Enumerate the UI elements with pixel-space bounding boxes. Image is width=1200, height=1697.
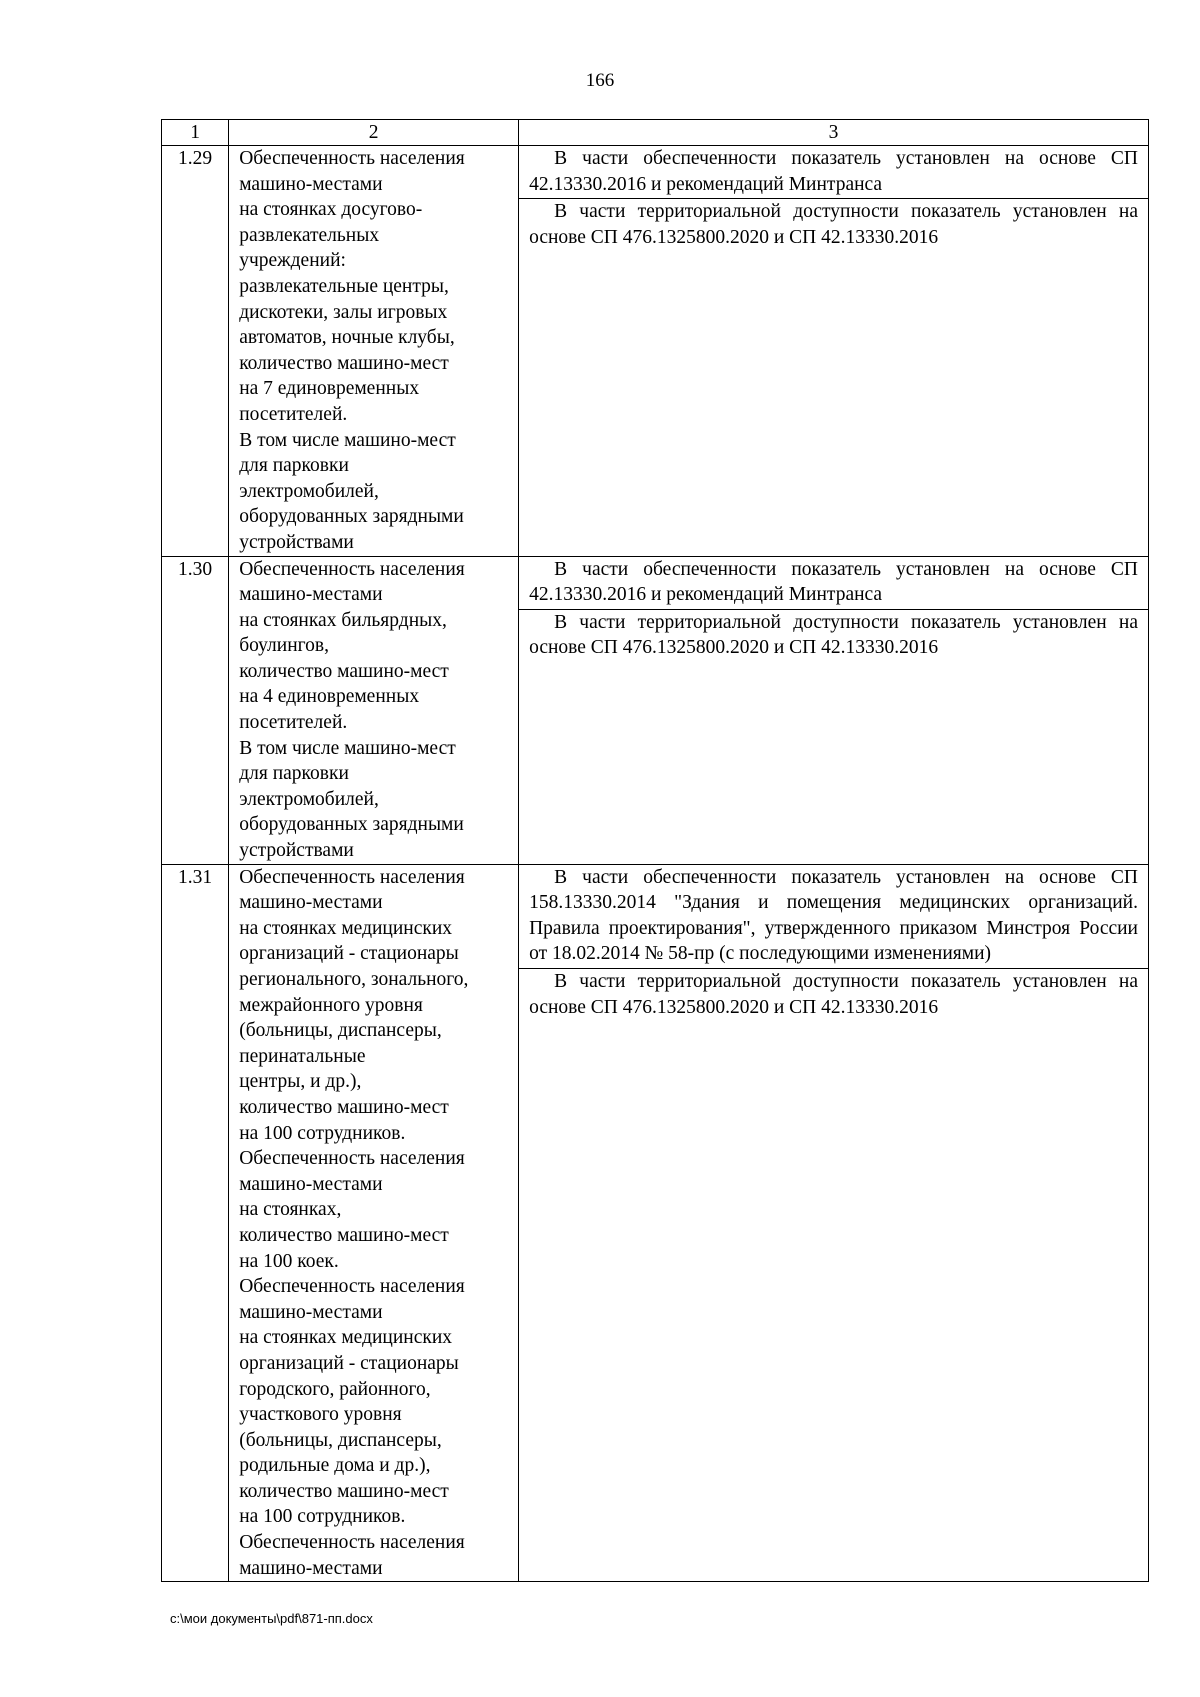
description-line: устройствами — [239, 531, 354, 553]
table-header-row — [162, 120, 1149, 146]
header-cell-2: 2 — [229, 120, 519, 146]
description-line: оборудованных зарядными — [239, 506, 464, 528]
description-line: Обеспеченность населения — [239, 1532, 465, 1554]
indicator-description-cell — [229, 146, 519, 557]
description-line: учреждений: — [239, 250, 346, 272]
description-line: количество машино-мест — [239, 1224, 449, 1246]
table-row — [162, 864, 1149, 1582]
description-line: количество машино-мест — [239, 1480, 449, 1502]
description-line: на 100 сотрудников. — [239, 1122, 406, 1144]
description-line: машино-местами — [239, 892, 383, 914]
description-line: машино-местами — [239, 584, 383, 606]
basis-cell — [519, 864, 1149, 1582]
description-line: количество машино-мест — [239, 352, 449, 374]
description-line: устройствами — [239, 840, 354, 862]
description-line: перинатальные — [239, 1045, 366, 1067]
description-line: Обеспеченность населения — [239, 1148, 465, 1170]
footer-file-path: c:\мои документы\pdf\871-пп.docx — [170, 1611, 373, 1626]
description-line: для парковки — [239, 763, 349, 785]
description-line: В том числе машино-мест — [239, 737, 456, 759]
description-line: автоматов, ночные клубы, — [239, 327, 455, 349]
indicators-table — [161, 119, 1149, 1582]
description-line: машино-местами — [239, 1173, 383, 1195]
description-line: электромобилей, — [239, 480, 379, 502]
description-line: организаций - стационары — [239, 943, 459, 965]
description-line: на стоянках медицинских — [239, 917, 453, 939]
basis-paragraph: В части территориальной доступности показатель установлен на основе СП 476.1325800.2020 и СП 42.13330.2016 — [519, 198, 1148, 251]
description-line: развлекательных — [239, 224, 380, 246]
description-line: регионального, зонального, — [239, 969, 469, 990]
description-line: посетителей. — [239, 403, 348, 425]
basis-paragraph: В части обеспеченности показатель установлен на основе СП 42.13330.2016 и рекомендаций Минтранса — [529, 558, 1138, 606]
description-line: на стоянках бильярдных, — [239, 609, 447, 631]
indicator-description-cell — [229, 864, 519, 1582]
description-line: боулингов, — [239, 635, 329, 657]
basis-paragraph: В части территориальной доступности показатель установлен на основе СП 476.1325800.2020 и СП 42.13330.2016 — [519, 968, 1148, 1021]
header-cell-1: 1 — [162, 120, 229, 146]
description-line: на стоянках, — [239, 1199, 342, 1221]
description-line: количество машино-мест — [239, 660, 449, 682]
description-line: на стоянках досугово- — [239, 199, 423, 221]
description-line: количество машино-мест — [239, 1096, 449, 1118]
description-line: дискотеки, залы игровых — [239, 301, 448, 323]
description-line: на 7 единовременных — [239, 378, 420, 400]
basis-paragraph: В части территориальной доступности показатель установлен на основе СП 476.1325800.2020 и СП 42.13330.2016 — [519, 609, 1148, 662]
description-line: на 100 сотрудников. — [239, 1506, 406, 1528]
description-line: на стоянках медицинских — [239, 1327, 453, 1349]
table-row — [162, 146, 1149, 557]
description-line: оборудованных зарядными — [239, 814, 464, 836]
description-line: (больницы, диспансеры, — [239, 1429, 442, 1451]
description-line: развлекательные центры, — [239, 275, 449, 297]
row-number-cell: 1.31 — [162, 864, 229, 1582]
basis-cell — [519, 146, 1149, 557]
description-line: Обеспеченность населения — [239, 148, 465, 169]
description-line: участкового уровня — [239, 1404, 402, 1426]
indicator-description-cell — [229, 556, 519, 864]
basis-cell — [519, 556, 1149, 864]
description-line: Обеспеченность населения — [239, 866, 465, 888]
description-line: для парковки — [239, 455, 349, 477]
page-number: 166 — [585, 70, 615, 91]
description-line: машино-местами — [239, 1301, 383, 1323]
description-line: (больницы, диспансеры, — [239, 1020, 442, 1042]
table-row — [162, 556, 1149, 864]
description-line: посетителей. — [239, 712, 348, 734]
description-line: электромобилей, — [239, 788, 379, 810]
description-line: на 100 коек. — [239, 1250, 339, 1272]
description-line: городского, районного, — [239, 1378, 431, 1400]
description-line: Обеспеченность населения — [239, 1276, 465, 1298]
row-number-cell: 1.29 — [162, 146, 229, 557]
description-line: межрайонного уровня — [239, 994, 423, 1016]
description-line: машино-местами — [239, 173, 383, 195]
basis-paragraph: В части обеспеченности показатель установлен на основе СП 42.13330.2016 и рекомендаций Минтранса — [529, 148, 1138, 195]
description-line: В том числе машино-мест — [239, 429, 456, 451]
description-line: центры, и др.), — [239, 1071, 362, 1093]
description-line: организаций - стационары — [239, 1352, 459, 1374]
description-line: на 4 единовременных — [239, 686, 420, 708]
description-line: машино-местами — [239, 1557, 383, 1579]
row-number-cell: 1.30 — [162, 556, 229, 864]
description-line: Обеспеченность населения — [239, 558, 465, 580]
description-line: родильные дома и др.), — [239, 1455, 431, 1477]
basis-paragraph: В части обеспеченности показатель установлен на основе СП 158.13330.2014 "Здания и помещения медицинских организаций. Правила проектирования", утвержденного приказом Минстроя России от 18.02.2014 № 58-пр (с последующими изменениями) — [529, 866, 1138, 965]
header-cell-3: 3 — [519, 120, 1149, 146]
